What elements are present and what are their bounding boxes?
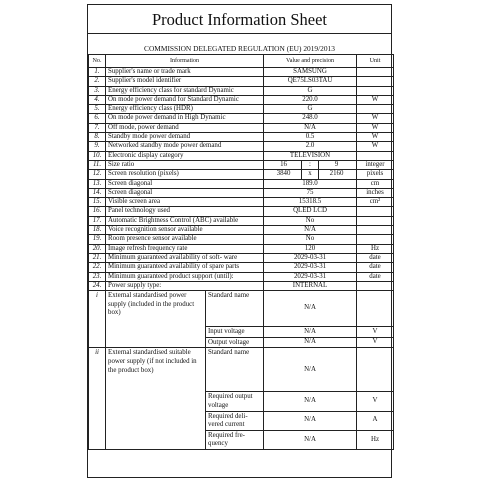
row-number: 5. bbox=[89, 105, 106, 114]
row-label: Standby mode power demand bbox=[106, 133, 264, 142]
row-unit bbox=[357, 68, 394, 77]
row-value: 248.0 bbox=[264, 114, 357, 123]
row-label: Networked standby mode power demand bbox=[106, 142, 264, 151]
table-row bbox=[89, 291, 394, 327]
row-label: Energy efficiency class (HDR) bbox=[106, 105, 264, 114]
row-label: Minimum guaranteed availability of soft- ware bbox=[106, 253, 264, 262]
row-value: QE75LS03TAU bbox=[264, 77, 357, 86]
row-value-a: 3840 bbox=[276, 170, 291, 178]
table-row bbox=[89, 170, 394, 179]
psu-field-value: N/A bbox=[264, 348, 357, 392]
row-label: On mode power demand for Standard Dynamic bbox=[106, 95, 264, 104]
row-value: G bbox=[264, 105, 357, 114]
psu-field-label: Required fre- quency bbox=[206, 430, 264, 449]
row-number: 22. bbox=[89, 263, 106, 272]
row-label: Panel technology used bbox=[106, 207, 264, 216]
row-number: 10. bbox=[89, 151, 106, 160]
row-label: Screen resolution (pixels) bbox=[106, 170, 264, 179]
row-label: Voice recognition sensor available bbox=[106, 226, 264, 235]
row-unit bbox=[357, 281, 394, 290]
row-value: 2029-03-31 bbox=[264, 263, 357, 272]
psu-field-unit: Hz bbox=[357, 430, 394, 449]
row-label: Supplier's model identifier bbox=[106, 77, 264, 86]
row-number: 19. bbox=[89, 235, 106, 244]
row-number: 24. bbox=[89, 281, 106, 290]
row-unit bbox=[357, 207, 394, 216]
row-value: INTERNAL bbox=[264, 281, 357, 290]
header-value: Value and precision bbox=[264, 55, 357, 68]
row-number: 13. bbox=[89, 179, 106, 188]
psu-field-label: Input voltage bbox=[206, 327, 264, 338]
row-value bbox=[264, 160, 357, 169]
row-number: 6. bbox=[89, 114, 106, 123]
row-unit: inches bbox=[357, 188, 394, 197]
row-label: Power supply type: bbox=[106, 281, 264, 290]
row-number: 18. bbox=[89, 226, 106, 235]
table-row bbox=[89, 263, 394, 272]
row-number: 12. bbox=[89, 170, 106, 179]
table-row bbox=[89, 235, 394, 244]
row-value: 0.5 bbox=[264, 133, 357, 142]
psu-description: External standardised power supply (included in the product box) bbox=[106, 291, 206, 348]
row-value: 75 bbox=[264, 188, 357, 197]
psu-field-value: N/A bbox=[264, 337, 357, 348]
psu-field-label: Required deli- vered current bbox=[206, 411, 264, 430]
row-value: G bbox=[264, 86, 357, 95]
row-value: 15318.5 bbox=[264, 198, 357, 207]
psu-field-label: Required output voltage bbox=[206, 392, 264, 411]
row-label: Room presence sensor available bbox=[106, 235, 264, 244]
psu-field-value: N/A bbox=[264, 327, 357, 338]
row-unit: W bbox=[357, 133, 394, 142]
row-label: Energy efficiency class for standard Dynamic bbox=[106, 86, 264, 95]
table-row bbox=[89, 272, 394, 281]
row-label: Screen diagonal bbox=[106, 179, 264, 188]
row-number: 3. bbox=[89, 86, 106, 95]
row-label: Automatic Brightness Control (ABC) available bbox=[106, 216, 264, 225]
row-unit: cm² bbox=[357, 198, 394, 207]
row-number: 11. bbox=[89, 160, 106, 169]
row-value: 120 bbox=[264, 244, 357, 253]
row-number: 21. bbox=[89, 253, 106, 262]
row-number: 16. bbox=[89, 207, 106, 216]
row-label: Electronic display category bbox=[106, 151, 264, 160]
psu-field-unit: V bbox=[357, 337, 394, 348]
row-unit: W bbox=[357, 95, 394, 104]
row-unit bbox=[357, 77, 394, 86]
table-row bbox=[89, 179, 394, 188]
row-value: 2029-03-31 bbox=[264, 272, 357, 281]
row-value: QLED LCD bbox=[264, 207, 357, 216]
table-row bbox=[89, 226, 394, 235]
row-number: 20. bbox=[89, 244, 106, 253]
table-row bbox=[89, 281, 394, 290]
row-value-b: 9 bbox=[334, 160, 339, 168]
table-row bbox=[89, 253, 394, 262]
psu-field-value: N/A bbox=[264, 411, 357, 430]
row-unit: date bbox=[357, 253, 394, 262]
psu-number: ii bbox=[89, 348, 106, 450]
table-row bbox=[89, 151, 394, 160]
row-unit: pixels bbox=[357, 170, 394, 179]
table-row bbox=[89, 207, 394, 216]
table-row bbox=[89, 348, 394, 392]
table-row bbox=[89, 142, 394, 151]
row-unit: date bbox=[357, 272, 394, 281]
psu-field-value: N/A bbox=[264, 392, 357, 411]
psu-field-label: Output voltage bbox=[206, 337, 264, 348]
row-unit: integer bbox=[357, 160, 394, 169]
row-label: Minimum guaranteed availability of spare parts bbox=[106, 263, 264, 272]
row-value-b: 2160 bbox=[329, 170, 344, 178]
row-number: 7. bbox=[89, 123, 106, 132]
row-number: 2. bbox=[89, 77, 106, 86]
row-number: 23. bbox=[89, 272, 106, 281]
table-row bbox=[89, 123, 394, 132]
table-row bbox=[89, 133, 394, 142]
table-row bbox=[89, 216, 394, 225]
regulation-heading: COMMISSION DELEGATED REGULATION (EU) 2019/2013 bbox=[88, 42, 391, 55]
row-value-a: 16 bbox=[280, 160, 287, 168]
row-unit: W bbox=[357, 142, 394, 151]
row-value-sep: : bbox=[301, 161, 319, 169]
row-label: Size ratio bbox=[106, 160, 264, 169]
row-unit bbox=[357, 226, 394, 235]
psu-description: External standardised suitable power supply (if not included in the product box) bbox=[106, 348, 206, 450]
psu-field-unit bbox=[357, 348, 394, 392]
table-row bbox=[89, 198, 394, 207]
row-number: 17. bbox=[89, 216, 106, 225]
table-row bbox=[89, 95, 394, 104]
row-label: Supplier's name or trade mark bbox=[106, 68, 264, 77]
psu-field-unit: A bbox=[357, 411, 394, 430]
row-value bbox=[264, 170, 357, 179]
psu-field-label: Standard name bbox=[206, 291, 264, 327]
row-value: 220.0 bbox=[264, 95, 357, 104]
row-label: Visible screen area bbox=[106, 198, 264, 207]
row-label: On mode power demand in High Dynamic bbox=[106, 114, 264, 123]
row-value: No bbox=[264, 216, 357, 225]
product-information-sheet bbox=[87, 4, 392, 478]
row-value: 2.0 bbox=[264, 142, 357, 151]
row-value: 2029-03-31 bbox=[264, 253, 357, 262]
table-row bbox=[89, 105, 394, 114]
info-table bbox=[88, 54, 394, 450]
row-number: 14. bbox=[89, 188, 106, 197]
row-label: Screen diagonal bbox=[106, 188, 264, 197]
row-unit: date bbox=[357, 263, 394, 272]
table-row bbox=[89, 188, 394, 197]
table-row bbox=[89, 86, 394, 95]
row-unit bbox=[357, 235, 394, 244]
psu-field-value: N/A bbox=[264, 430, 357, 449]
row-label: Off mode, power demand bbox=[106, 123, 264, 132]
psu-field-label: Standard name bbox=[206, 348, 264, 392]
row-unit: W bbox=[357, 114, 394, 123]
row-value: N/A bbox=[264, 123, 357, 132]
psu-field-unit bbox=[357, 291, 394, 327]
row-value-sep: x bbox=[301, 170, 319, 178]
row-unit bbox=[357, 216, 394, 225]
row-unit: cm bbox=[357, 179, 394, 188]
table-row bbox=[89, 77, 394, 86]
row-value: SAMSUNG bbox=[264, 68, 357, 77]
row-value: N/A bbox=[264, 226, 357, 235]
header-no: No. bbox=[89, 55, 106, 68]
sheet-title: Product Information Sheet bbox=[88, 5, 391, 34]
psu-field-unit: V bbox=[357, 392, 394, 411]
row-value: TELEVISION bbox=[264, 151, 357, 160]
psu-field-value: N/A bbox=[264, 291, 357, 327]
row-label: Minimum guaranteed product support (until): bbox=[106, 272, 264, 281]
table-row bbox=[89, 114, 394, 123]
psu-number: i bbox=[89, 291, 106, 348]
row-number: 8. bbox=[89, 133, 106, 142]
row-unit: Hz bbox=[357, 244, 394, 253]
psu-field-unit: V bbox=[357, 327, 394, 338]
row-unit: W bbox=[357, 123, 394, 132]
row-number: 9. bbox=[89, 142, 106, 151]
row-value: 189.0 bbox=[264, 179, 357, 188]
table-row bbox=[89, 160, 394, 169]
row-label: Image refresh frequency rate bbox=[106, 244, 264, 253]
row-unit bbox=[357, 151, 394, 160]
row-unit bbox=[357, 105, 394, 114]
header-information: Information bbox=[106, 55, 264, 68]
table-row bbox=[89, 244, 394, 253]
header-unit: Unit bbox=[357, 55, 394, 68]
table-row bbox=[89, 68, 394, 77]
row-number: 15. bbox=[89, 198, 106, 207]
row-unit bbox=[357, 86, 394, 95]
row-number: 1. bbox=[89, 68, 106, 77]
row-value: No bbox=[264, 235, 357, 244]
row-number: 4. bbox=[89, 95, 106, 104]
